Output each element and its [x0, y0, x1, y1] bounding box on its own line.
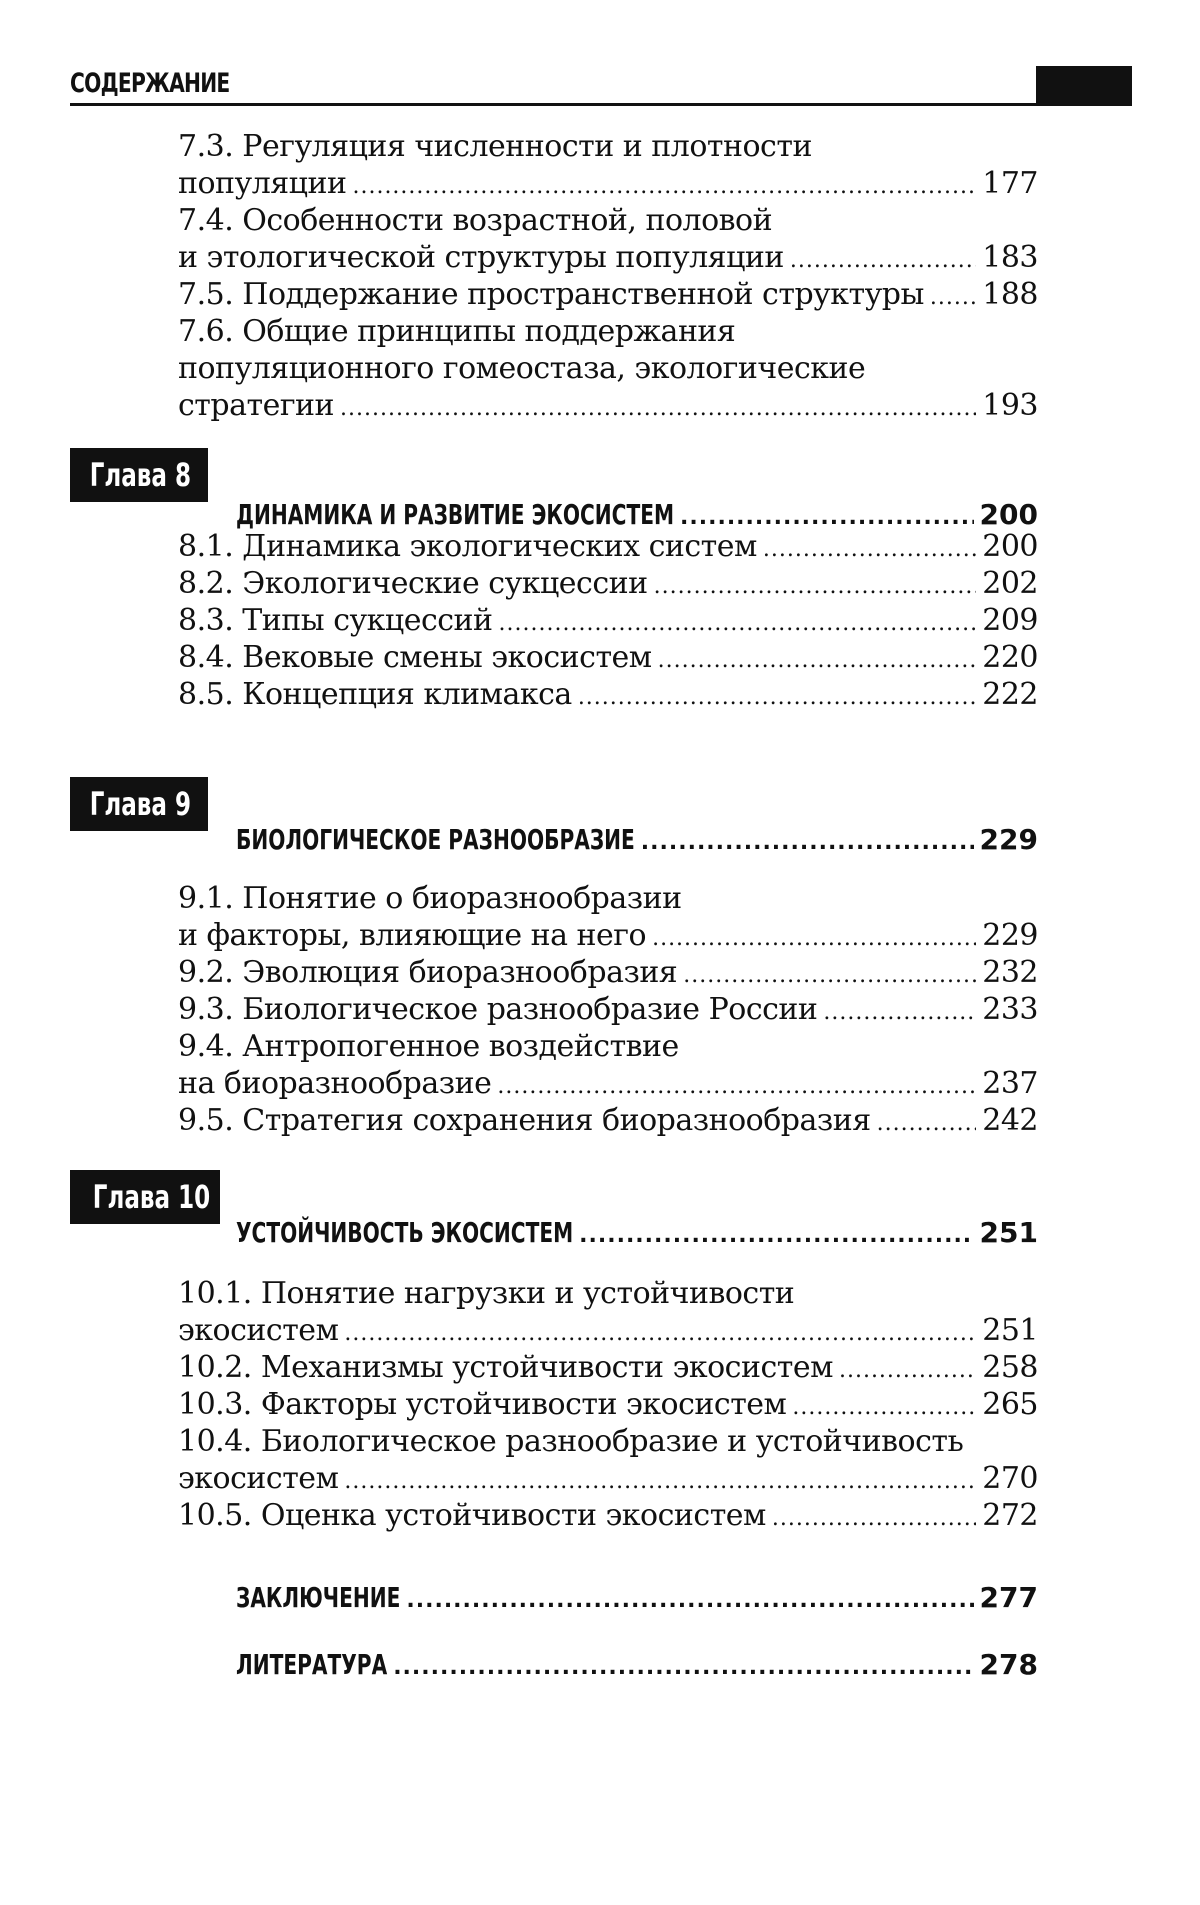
- dot-leader: [792, 1386, 976, 1426]
- dot-leader: [352, 165, 976, 205]
- header-black-block: [1036, 66, 1132, 106]
- dot-leader: [578, 676, 976, 716]
- chapter-heading[interactable]: [236, 1215, 1038, 1254]
- toc-entry-text: и факторы, влияющие на него: [178, 918, 647, 953]
- chapter-heading[interactable]: [236, 1580, 1038, 1619]
- toc-entry-last-line: [178, 954, 1038, 994]
- dot-leader: [641, 822, 974, 861]
- page-number: 258: [982, 1350, 1038, 1385]
- chapter-title-wrap: [236, 1580, 400, 1616]
- toc-entry[interactable]: [178, 602, 1038, 642]
- dot-leader: [344, 1460, 976, 1500]
- toc-entry-last-line: [178, 1349, 1038, 1389]
- page-number: 229: [982, 918, 1038, 953]
- dot-leader: [930, 276, 976, 316]
- page-number: 277: [979, 1581, 1038, 1614]
- toc-entry[interactable]: [178, 1423, 1038, 1500]
- page-number: 272: [982, 1498, 1038, 1533]
- chapter-title-wrap: [236, 822, 635, 858]
- page-number: 188: [982, 277, 1038, 312]
- page-number: 242: [982, 1103, 1038, 1138]
- toc-entry-last-line: [178, 602, 1038, 642]
- chapter-label-text: Глава 8: [89, 456, 191, 494]
- page-number: 200: [979, 498, 1038, 531]
- toc-entry-text: экосистем: [178, 1313, 339, 1348]
- chapter-title: УСТОЙЧИВОСТЬ ЭКОСИСТЕМ: [236, 1216, 574, 1249]
- chapter-label: [70, 1170, 220, 1224]
- dot-leader: [579, 1215, 973, 1254]
- toc-entry-last-line: [178, 1102, 1038, 1142]
- chapter-label: [70, 777, 208, 831]
- toc-entry-last-line: [178, 165, 1038, 205]
- toc-entry[interactable]: [178, 276, 1038, 316]
- page-number: 265: [982, 1387, 1038, 1422]
- page-number: 251: [982, 1313, 1038, 1348]
- toc-entry[interactable]: [178, 128, 1038, 205]
- toc-entry-text: экосистем: [178, 1461, 339, 1496]
- page-number: 233: [982, 992, 1038, 1027]
- toc-entry[interactable]: [178, 528, 1038, 568]
- page-number: 177: [982, 166, 1038, 201]
- toc-entry-last-line: [178, 676, 1038, 716]
- toc-entry-text: 10.2. Механизмы устойчивости экосистем: [178, 1350, 833, 1385]
- page-number: 222: [982, 677, 1038, 712]
- dot-leader: [497, 1065, 976, 1105]
- toc-entry[interactable]: [178, 1386, 1038, 1426]
- chapter-heading-line: [236, 1647, 1038, 1686]
- chapter-label-text: Глава 10: [92, 1178, 211, 1216]
- chapter-heading[interactable]: [236, 822, 1038, 861]
- toc-entry[interactable]: [178, 1497, 1038, 1537]
- chapter-title-wrap: [236, 1215, 573, 1251]
- toc-entry-line: 9.1. Понятие о биоразнообразии: [178, 881, 682, 916]
- toc-entry-line: 10.4. Биологическое разнообразие и устойчивость: [178, 1424, 964, 1459]
- toc-entry-text: 8.1. Динамика экологических систем: [178, 529, 757, 564]
- page-header: [70, 62, 1132, 106]
- toc-entry-last-line: [178, 639, 1038, 679]
- toc-entry-text: 9.3. Биологическое разнообразие России: [178, 992, 818, 1027]
- page-number: 209: [982, 603, 1038, 638]
- toc-entry-line: 9.4. Антропогенное воздействие: [178, 1029, 679, 1064]
- dot-leader: [823, 991, 976, 1031]
- dot-leader: [763, 528, 976, 568]
- chapter-title: ЗАКЛЮЧЕНИЕ: [236, 1581, 401, 1614]
- toc-entry-line: 7.4. Особенности возрастной, половой: [178, 203, 773, 238]
- chapter-heading[interactable]: [236, 1647, 1038, 1686]
- dot-leader: [877, 1102, 977, 1142]
- toc-entry[interactable]: [178, 1349, 1038, 1389]
- toc-entry-text: 8.4. Вековые смены экосистем: [178, 640, 652, 675]
- page-number: 278: [979, 1648, 1038, 1681]
- toc-entry[interactable]: [178, 991, 1038, 1031]
- toc-entry[interactable]: [178, 1102, 1038, 1142]
- toc-entry[interactable]: [178, 954, 1038, 994]
- toc-entry-last-line: [178, 1460, 1038, 1500]
- chapter-label-text: Глава 9: [89, 785, 191, 823]
- toc-entry-text: 9.5. Стратегия сохранения биоразнообразия: [178, 1103, 871, 1138]
- toc-entry-text: и этологической структуры популяции: [178, 240, 784, 275]
- toc-entry-text: популяции: [178, 166, 347, 201]
- toc-entry-last-line: [178, 387, 1038, 427]
- toc-entry[interactable]: [178, 1275, 1038, 1352]
- chapter-label: [70, 448, 208, 502]
- toc-entry[interactable]: [178, 565, 1038, 605]
- page-number: 237: [982, 1066, 1038, 1101]
- toc-entry[interactable]: [178, 1028, 1038, 1105]
- toc-entry-last-line: [178, 528, 1038, 568]
- page-number: 202: [982, 566, 1038, 601]
- toc-entry-last-line: [178, 991, 1038, 1031]
- chapter-heading-line: [236, 1215, 1038, 1254]
- toc-entry-text: 10.5. Оценка устойчивости экосистем: [178, 1498, 766, 1533]
- page-number: 270: [982, 1461, 1038, 1496]
- toc-entry-line: 7.6. Общие принципы поддержания: [178, 314, 736, 349]
- toc-entry-line: 10.1. Понятие нагрузки и устойчивости: [178, 1276, 795, 1311]
- toc-entry-last-line: [178, 1386, 1038, 1426]
- toc-entry-text: 8.5. Концепция климакса: [178, 677, 572, 712]
- toc-entry-text: 10.3. Факторы устойчивости экосистем: [178, 1387, 787, 1422]
- dot-leader: [683, 954, 976, 994]
- toc-entry[interactable]: [178, 202, 1038, 279]
- chapter-title: БИОЛОГИЧЕСКОЕ РАЗНООБРАЗИЕ: [236, 823, 635, 856]
- toc-entry-text: 7.5. Поддержание пространственной структуры: [178, 277, 924, 312]
- chapter-heading-line: [236, 822, 1038, 861]
- page-number: 220: [982, 640, 1038, 675]
- toc-entry[interactable]: [178, 676, 1038, 716]
- toc-entry-last-line: [178, 276, 1038, 316]
- chapter-title-wrap: [236, 1647, 387, 1683]
- chapter-title: ЛИТЕРАТУРА: [236, 1648, 388, 1681]
- dot-leader: [340, 387, 976, 427]
- toc-entry-last-line: [178, 565, 1038, 605]
- toc-entry-last-line: [178, 1065, 1038, 1105]
- page-number: 193: [982, 388, 1038, 423]
- dot-leader: [772, 1497, 976, 1537]
- page-number: 183: [982, 240, 1038, 275]
- toc-entry-line: популяционного гомеостаза, экологические: [178, 351, 866, 386]
- toc-entry-last-line: [178, 1312, 1038, 1352]
- page-number: 229: [979, 823, 1038, 856]
- header-title: СОДЕРЖАНИЕ: [70, 68, 230, 99]
- header-rule: [70, 103, 1132, 106]
- toc-entry[interactable]: [178, 880, 1038, 957]
- toc-entry-text: стратегии: [178, 388, 335, 423]
- toc-entry-last-line: [178, 1497, 1038, 1537]
- page-number: 200: [982, 529, 1038, 564]
- toc-entry-text: 8.3. Типы сукцессий: [178, 603, 493, 638]
- toc-entry-last-line: [178, 239, 1038, 279]
- toc-entry[interactable]: [178, 639, 1038, 679]
- dot-leader: [652, 917, 976, 957]
- toc-entry-text: на биоразнообразие: [178, 1066, 492, 1101]
- dot-leader: [393, 1647, 973, 1686]
- page-number: 232: [982, 955, 1038, 990]
- toc-entry-text: 9.2. Эволюция биоразнообразия: [178, 955, 678, 990]
- dot-leader: [654, 565, 977, 605]
- dot-leader: [499, 602, 977, 642]
- dot-leader: [790, 239, 976, 279]
- chapter-heading-line: [236, 1580, 1038, 1619]
- toc-entry-line: 7.3. Регуляция численности и плотности: [178, 129, 812, 164]
- page-number: 251: [979, 1216, 1038, 1249]
- dot-leader: [658, 639, 977, 679]
- dot-leader: [406, 1580, 973, 1619]
- dot-leader: [344, 1312, 976, 1352]
- dot-leader: [839, 1349, 976, 1389]
- toc-entry-last-line: [178, 917, 1038, 957]
- toc-entry[interactable]: [178, 313, 1038, 427]
- chapter-title: ДИНАМИКА И РАЗВИТИЕ ЭКОСИСТЕМ: [236, 498, 675, 531]
- toc-entry-text: 8.2. Экологические сукцессии: [178, 566, 648, 601]
